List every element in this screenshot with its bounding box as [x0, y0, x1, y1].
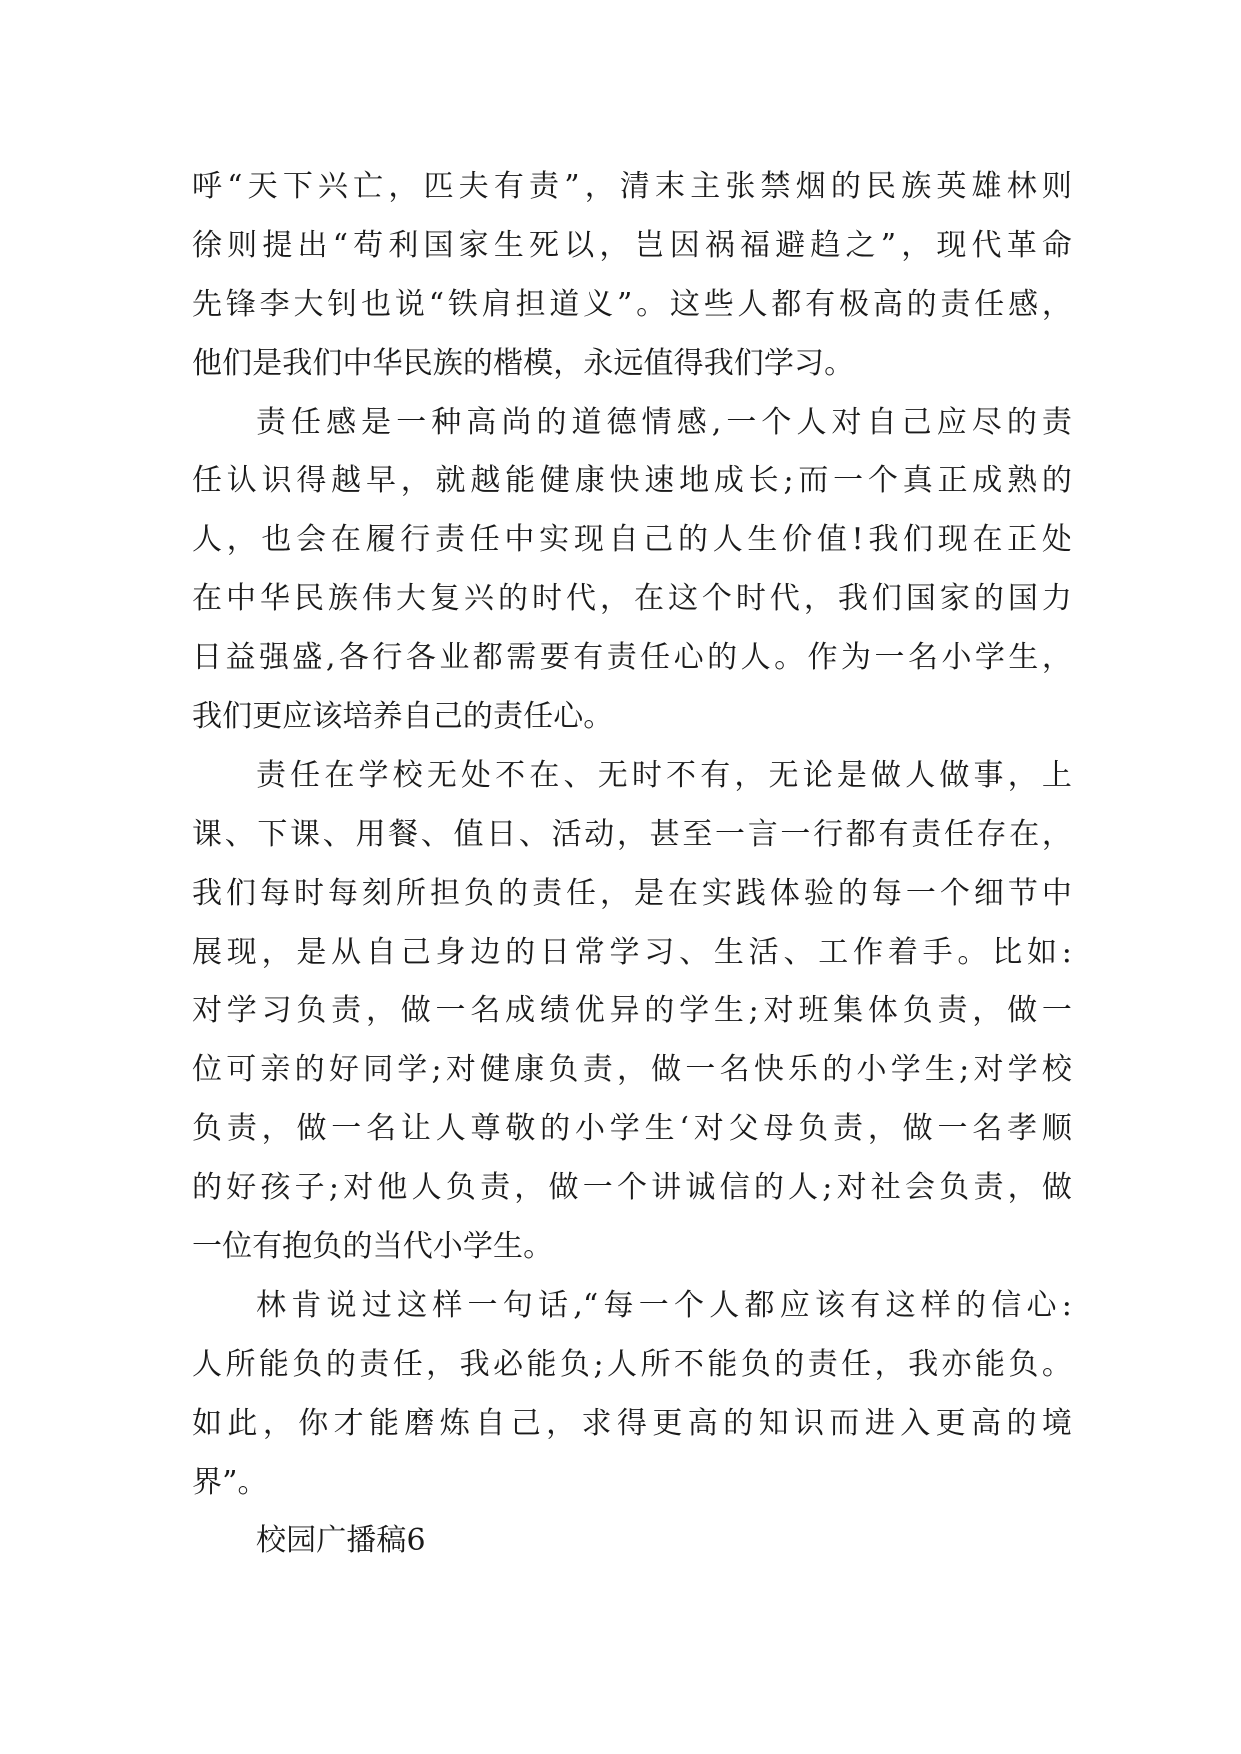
text-line: 展现，是从自己身边的日常学习、生活、工作着手。比如: [192, 934, 1072, 970]
text-line: 人所能负的责任，我必能负;人所不能负的责任，我亦能负。 [192, 1346, 1072, 1382]
document-body [192, 158, 1072, 1571]
section-heading [192, 1512, 1072, 1571]
text-line: 我们每时每刻所担负的责任，是在实践体验的每一个细节中 [192, 875, 1072, 911]
text-line: 如此，你才能磨炼自己，求得更高的知识而进入更高的境 [192, 1405, 1072, 1441]
paragraph-4 [192, 1277, 1072, 1513]
text-line: 徐则提出“苟利国家生死以，岂因祸福避趋之”，现代革命 [192, 227, 1072, 263]
text-line: 我们更应该培养自己的责任心。 [192, 699, 614, 735]
text-line: 的好孩子;对他人负责，做一个讲诚信的人;对社会负责，做 [192, 1170, 1072, 1206]
text-line: 先锋李大钊也说“铁肩担道义”。这些人都有极高的责任感， [192, 286, 1072, 322]
text-line: 日益强盛,各行各业都需要有责任心的人。作为一名小学生， [192, 640, 1072, 676]
text-line: 呼“天下兴亡，匹夫有责”，清末主张禁烟的民族英雄林则 [192, 169, 1072, 204]
paragraph-1 [192, 158, 1072, 394]
text-line: 课、下课、用餐、值日、活动，甚至一言一行都有责任存在， [192, 816, 1072, 852]
heading-text: 校园广播稿6 [256, 1523, 426, 1559]
text-line: 界”。 [192, 1464, 268, 1500]
text-line: 对学习负责，做一名成绩优异的学生;对班集体负责，做一 [192, 993, 1072, 1029]
text-line: 任认识得越早，就越能健康快速地成长;而一个真正成熟的 [192, 463, 1072, 499]
text-line: 责任感是一种高尚的道德情感,一个人对自己应尽的责 [256, 404, 1072, 440]
paragraph-3 [192, 747, 1072, 1277]
text-line: 林肯说过这样一句话,“每一个人都应该有这样的信心: [256, 1287, 1072, 1323]
text-line: 责任在学校无处不在、无时不有，无论是做人做事，上 [256, 757, 1072, 793]
text-line: 位可亲的好同学;对健康负责，做一名快乐的小学生;对学校 [192, 1052, 1072, 1088]
paragraph-2 [192, 394, 1072, 747]
text-line: 负责，做一名让人尊敬的小学生‘对父母负责，做一名孝顺 [192, 1111, 1072, 1147]
text-line: 人，也会在履行责任中实现自己的人生价值!我们现在正处 [192, 522, 1072, 558]
text-line: 他们是我们中华民族的楷模，永远值得我们学习。 [192, 345, 855, 381]
text-line: 在中华民族伟大复兴的时代，在这个时代，我们国家的国力 [192, 581, 1072, 617]
text-line: 一位有抱负的当代小学生。 [192, 1229, 554, 1265]
